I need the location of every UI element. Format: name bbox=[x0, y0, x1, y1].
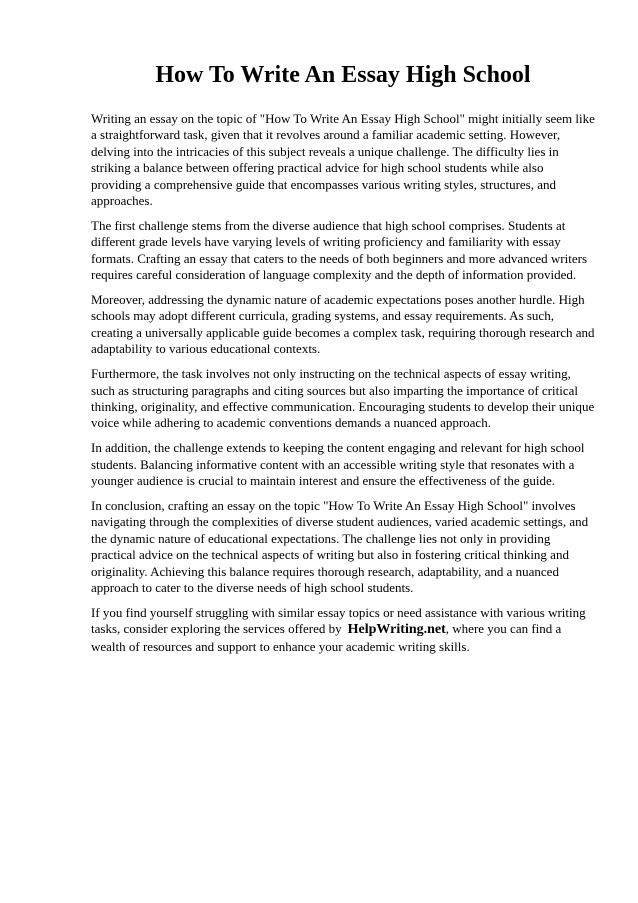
paragraph-engagement: In addition, the challenge extends to keeping the content engaging and relevant for high school students. Balancing informative content with an accessible writing style that resonates with a younger audience is crucial to maintain interest and ensure the effectiveness of the guide. bbox=[91, 440, 585, 489]
paragraph-intro: Writing an essay on the topic of "How To Write An Essay High School" might initially seem like a straightforward task, given that it revolves around a familiar academic setting. However, delving into the intricacies of this subject reveals a unique challenge. The difficulty lies in striking a balance between offering practical advice for high school students while also providing a comprehensive guide that encompasses various writing styles, structures, and approaches. bbox=[91, 111, 595, 209]
closing-text-before-link: If you find yourself struggling with similar essay topics or need assistance with various writing tasks, consider exploring the services offered by bbox=[91, 604, 586, 637]
paragraph-technical: Furthermore, the task involves not only instructing on the technical aspects of essay writing, such as structuring paragraphs and citing sources but also imparting the importance of critical thinking, originality, and effective communication. Encouraging students to develop their unique voice while adhering to academic conventions demands a nuanced approach. bbox=[91, 366, 595, 431]
closing-text-after-link: , where you can find a wealth of resources and support to enhance your academic writing skills. bbox=[91, 621, 562, 654]
paragraph-closing bbox=[91, 605, 595, 655]
paragraph-conclusion: In conclusion, crafting an essay on the topic "How To Write An Essay High School" involves navigating through the complexities of diverse student audiences, varied academic settings, and the dynamic nature of educational expectations. The challenge lies not only in providing practical advice on the technical aspects of writing but also in fostering critical thinking and originality. Achieving this balance requires thorough research, adaptability, and a nuanced approach to cater to the diverse needs of high school students. bbox=[91, 498, 589, 596]
paragraph-audience: The first challenge stems from the diverse audience that high school comprises. Students at different grade levels have varying levels of writing proficiency and familiarity with essay formats. Crafting an essay that caters to the needs of both beginners and more advanced writers requires careful consideration of language complexity and the depth of information provided. bbox=[91, 217, 587, 283]
document-title: How To Write An Essay High School bbox=[155, 62, 531, 88]
helpwriting-link[interactable]: HelpWriting.net bbox=[347, 622, 446, 638]
paragraph-expectations: Moreover, addressing the dynamic nature of academic expectations poses another hurdle. High schools may adopt different curricula, grading systems, and essay requirements. As such, creating a universally applicable guide becomes a complex task, requiring thorough research and adaptability to various educational contexts. bbox=[91, 292, 595, 357]
